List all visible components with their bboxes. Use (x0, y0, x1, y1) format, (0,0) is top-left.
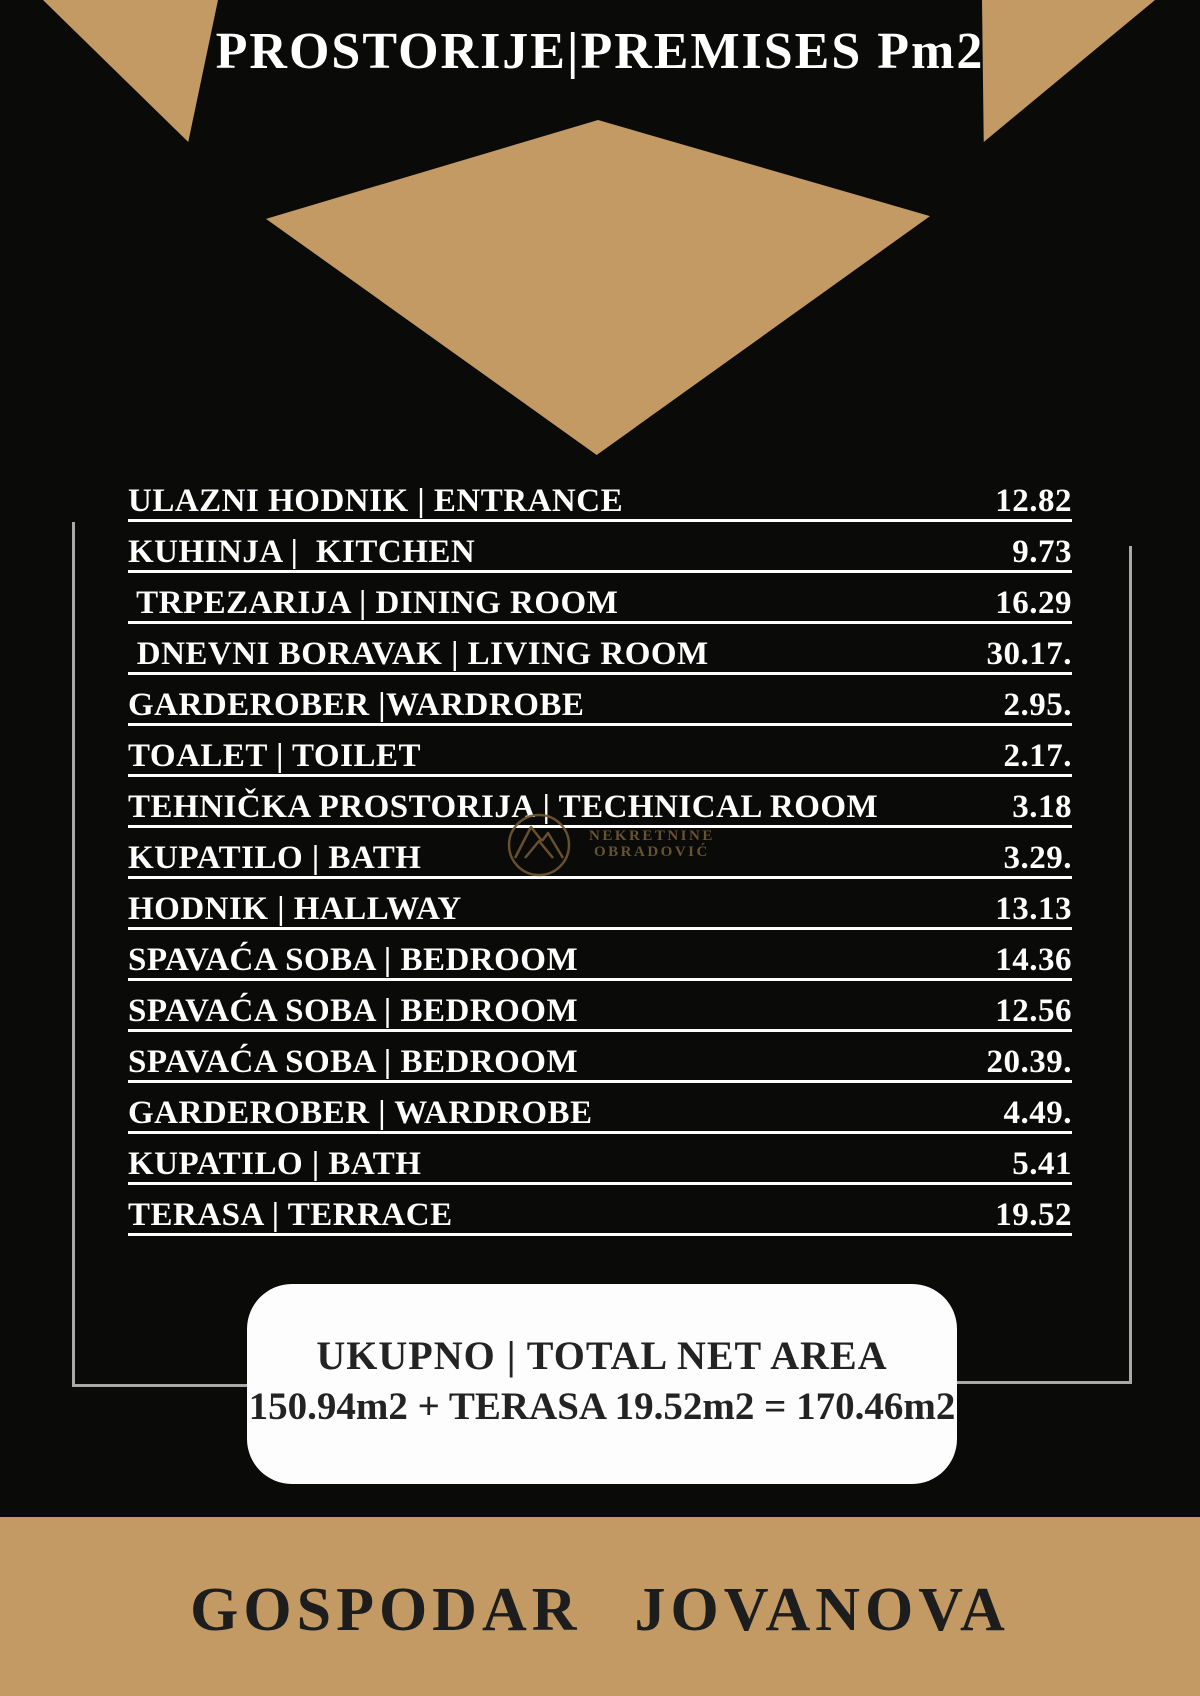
room-row (128, 471, 1072, 522)
room-row (128, 522, 1072, 573)
frame-line-left (72, 522, 75, 1386)
room-area: 2.17. (1003, 737, 1072, 774)
room-label: ULAZNI HODNIK | ENTRANCE (128, 482, 624, 519)
room-row (128, 1185, 1072, 1236)
room-label: TEHNIČKA PROSTORIJA | TECHNICAL ROOM (128, 788, 879, 825)
frame-line-bottom-left (72, 1384, 248, 1387)
room-row (128, 675, 1072, 726)
room-area: 30.17. (986, 635, 1072, 672)
room-label: TOALET | TOILET (128, 737, 421, 774)
room-area: 14.36 (995, 941, 1072, 978)
room-label: KUPATILO | BATH (128, 839, 422, 876)
room-area: 2.95. (1003, 686, 1072, 723)
room-area: 12.56 (995, 992, 1072, 1029)
room-row (128, 879, 1072, 930)
project-name: GOSPODAR JOVANOVA (190, 1576, 1010, 1644)
page-title: PROSTORIJE|PREMISES Pm2 (215, 23, 985, 80)
frame-line-right (1129, 546, 1132, 1384)
room-row (128, 1083, 1072, 1134)
room-row (128, 930, 1072, 981)
agency-watermark (505, 810, 715, 878)
total-area-value: 150.94m2 + TERASA 19.52m2 = 170.46m2 (248, 1385, 956, 1428)
room-row (128, 726, 1072, 777)
room-row (128, 1032, 1072, 1083)
room-label: KUHINJA | KITCHEN (128, 533, 476, 570)
room-label: SPAVAĆA SOBA | BEDROOM (128, 992, 579, 1029)
room-label: TRPEZARIJA | DINING ROOM (128, 584, 619, 621)
room-area: 13.13 (995, 890, 1072, 927)
agency-name-line1: NEKRETNINE (589, 827, 715, 844)
room-label: GARDEROBER | WARDROBE (128, 1094, 593, 1131)
frame-line-bottom-right (955, 1381, 1132, 1384)
room-area: 16.29 (995, 584, 1072, 621)
room-area: 9.73 (1012, 533, 1072, 570)
agency-name-line2: OBRADOVIĆ (594, 844, 710, 860)
room-row (128, 573, 1072, 624)
room-label: GARDEROBER |WARDROBE (128, 686, 585, 723)
room-area: 3.29. (1003, 839, 1072, 876)
room-row (128, 624, 1072, 675)
footer-band (0, 1517, 1200, 1696)
room-label: KUPATILO | BATH (128, 1145, 422, 1182)
total-area-box (247, 1284, 957, 1484)
room-label: HODNIK | HALLWAY (128, 890, 462, 927)
room-row (128, 981, 1072, 1032)
center-triangle-decoration (266, 120, 930, 455)
room-label: DNEVNI BORAVAK | LIVING ROOM (128, 635, 709, 672)
mountain-circle-logo-icon (505, 810, 573, 878)
room-row (128, 1134, 1072, 1185)
room-area: 19.52 (995, 1196, 1072, 1233)
room-area: 20.39. (986, 1043, 1072, 1080)
room-label: SPAVAĆA SOBA | BEDROOM (128, 1043, 579, 1080)
total-area-heading: UKUPNO | TOTAL NET AREA (316, 1333, 888, 1378)
room-label: TERASA | TERRACE (128, 1196, 453, 1233)
room-area: 4.49. (1003, 1094, 1072, 1131)
room-area: 3.18 (1012, 788, 1072, 825)
room-area: 5.41 (1012, 1145, 1072, 1182)
room-area: 12.82 (995, 482, 1072, 519)
agency-name (589, 828, 715, 861)
room-label: SPAVAĆA SOBA | BEDROOM (128, 941, 579, 978)
